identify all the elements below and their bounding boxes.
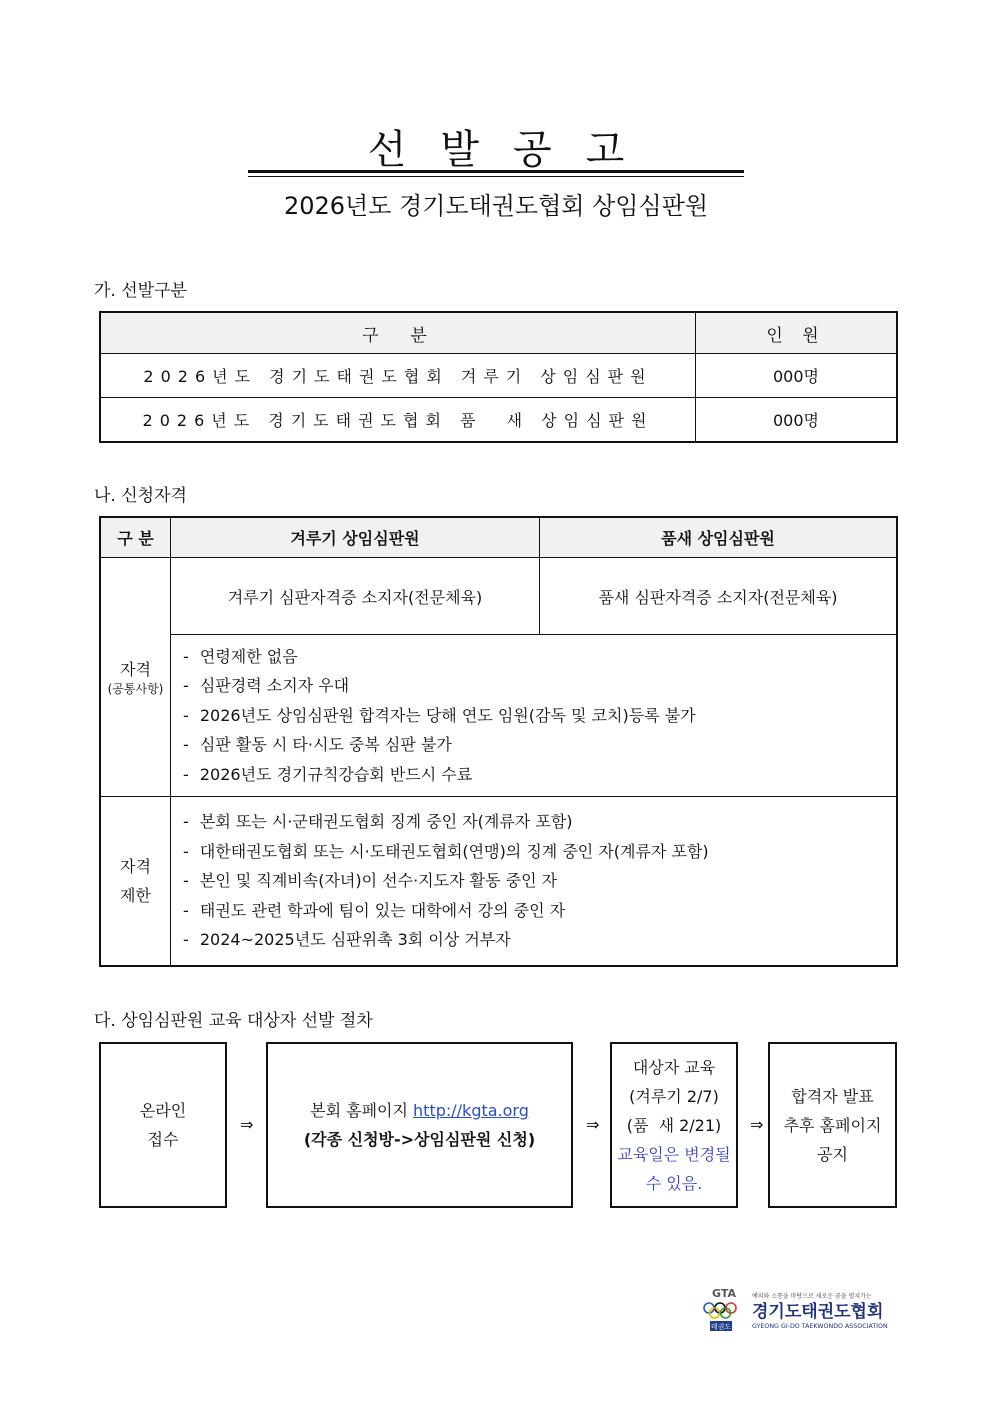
document-subtitle: 2026년도 경기도태권도협회 상임심판원 [283,192,709,220]
logo-name: 경기도태권도협회 [752,1302,884,1322]
section-b-heading: 나. 신청자격 [94,486,187,506]
table-row [100,635,897,797]
selection-table [99,311,898,443]
list-item: - 본인 및 직계비속(자녀)이 선수·지도자 활동 중인 자 [183,866,884,896]
list-item: - 2024~2025년도 심판위촉 3회 이상 거부자 [183,925,884,955]
header-count: 인 원 [696,312,898,354]
arrow-icon: ⇒ [750,1115,764,1134]
title-underline-thin [248,176,744,177]
logo-english: GYEONG GI-DO TAEKWONDO ASSOCIATION [752,1323,888,1330]
logo-tagline: 예의와 소통을 바탕으로 새로운 꿈을 펼쳐가는 [752,1293,872,1300]
qualification-sublabel: (공통사항) [107,682,164,696]
step3-line2: (겨루기 2/7) [629,1086,719,1106]
table-row [100,354,897,398]
list-item: - 대한태권도협회 또는 시·도태권도협회(연맹)의 징계 중인 자(계류자 포함) [183,837,884,867]
list-item: - 태권도 관련 학과에 팀이 있는 대학에서 강의 중인 자 [183,896,884,926]
logo-badge: 태권도 [710,1323,732,1331]
step1-line2: 접수 [147,1130,179,1149]
kyorugi-requirement: 겨루기 심판자격증 소지자(전문체육) [171,558,540,635]
step3-note1: 교육일은 변경될 [617,1144,731,1164]
step4-line1: 합격자 발표 [791,1086,874,1106]
table-row [100,398,897,443]
list-item: - 본회 또는 시·군태권도협회 징계 중인 자(계류자 포함) [183,807,884,837]
step2-line2: (각종 신청방->상임심판원 신청) [303,1130,536,1149]
step3-note2: 수 있음. [645,1173,703,1193]
row-category: 2026년도 경기도태권도협회 품 새 상임심판원 [100,398,696,443]
olympic-rings-icon [700,1286,900,1336]
arrow-icon: ⇒ [240,1115,254,1134]
step-homepage-application [266,1042,573,1208]
restriction-label-1: 자격 [120,857,151,876]
restriction-label-2: 제한 [120,886,151,905]
list-item: - 연령제한 없음 [183,642,884,672]
arrow-icon: ⇒ [586,1115,600,1134]
step-online-application [99,1042,227,1208]
row-count: 000명 [696,354,898,398]
step4-line2: 추후 홈페이지 [783,1115,882,1135]
table-header-row [100,312,897,354]
association-logo [700,1286,900,1336]
row-count: 000명 [696,398,898,443]
list-item: - 2026년도 경기규칙강습회 반드시 수료 [183,760,884,790]
poomsae-requirement: 품새 심판자격증 소지자(전문체육) [540,558,898,635]
section-c-heading: 다. 상임심판원 교육 대상자 선발 절차 [94,1011,373,1031]
step3-line3: (품 새 2/21) [626,1115,722,1135]
header-category: 구 분 [100,312,696,354]
step-training [610,1042,738,1208]
step3-line1: 대상자 교육 [632,1057,716,1077]
qualification-label-cell [100,558,171,797]
qualification-table [99,516,898,967]
step1-line1: 온라인 [139,1101,187,1120]
step4-line3: 공지 [817,1144,848,1164]
row-category: 2026년도 경기도태권도협회 겨루기 상임심판원 [100,354,696,398]
document-title: 선발공고 [367,127,659,173]
table-header-row [100,517,897,558]
logo-mark: GTA [712,1287,736,1300]
list-item: - 심판경력 소지자 우대 [183,671,884,701]
header-category: 구 분 [100,517,171,558]
section-a-heading: 가. 선발구분 [94,281,187,301]
homepage-link[interactable]: http://kgta.org [413,1101,529,1120]
restriction-label-cell [100,797,171,967]
header-kyorugi: 겨루기 상임심판원 [171,517,540,558]
qualification-label: 자격 [120,660,151,679]
step2-line1: 본회 홈페이지 http://kgta.org [310,1101,529,1120]
list-item: - 2026년도 상임심판원 합격자는 당해 연도 임원(감독 및 코치)등록 불가 [183,701,884,731]
step-announcement [768,1042,897,1208]
list-item: - 심판 활동 시 타·시도 중복 심판 불가 [183,730,884,760]
table-row [100,558,897,635]
restrictions-list [171,797,898,967]
title-underline-thick [248,170,744,173]
header-poomsae: 품새 상임심판원 [540,517,898,558]
table-row [100,797,897,967]
common-requirements [171,635,898,797]
